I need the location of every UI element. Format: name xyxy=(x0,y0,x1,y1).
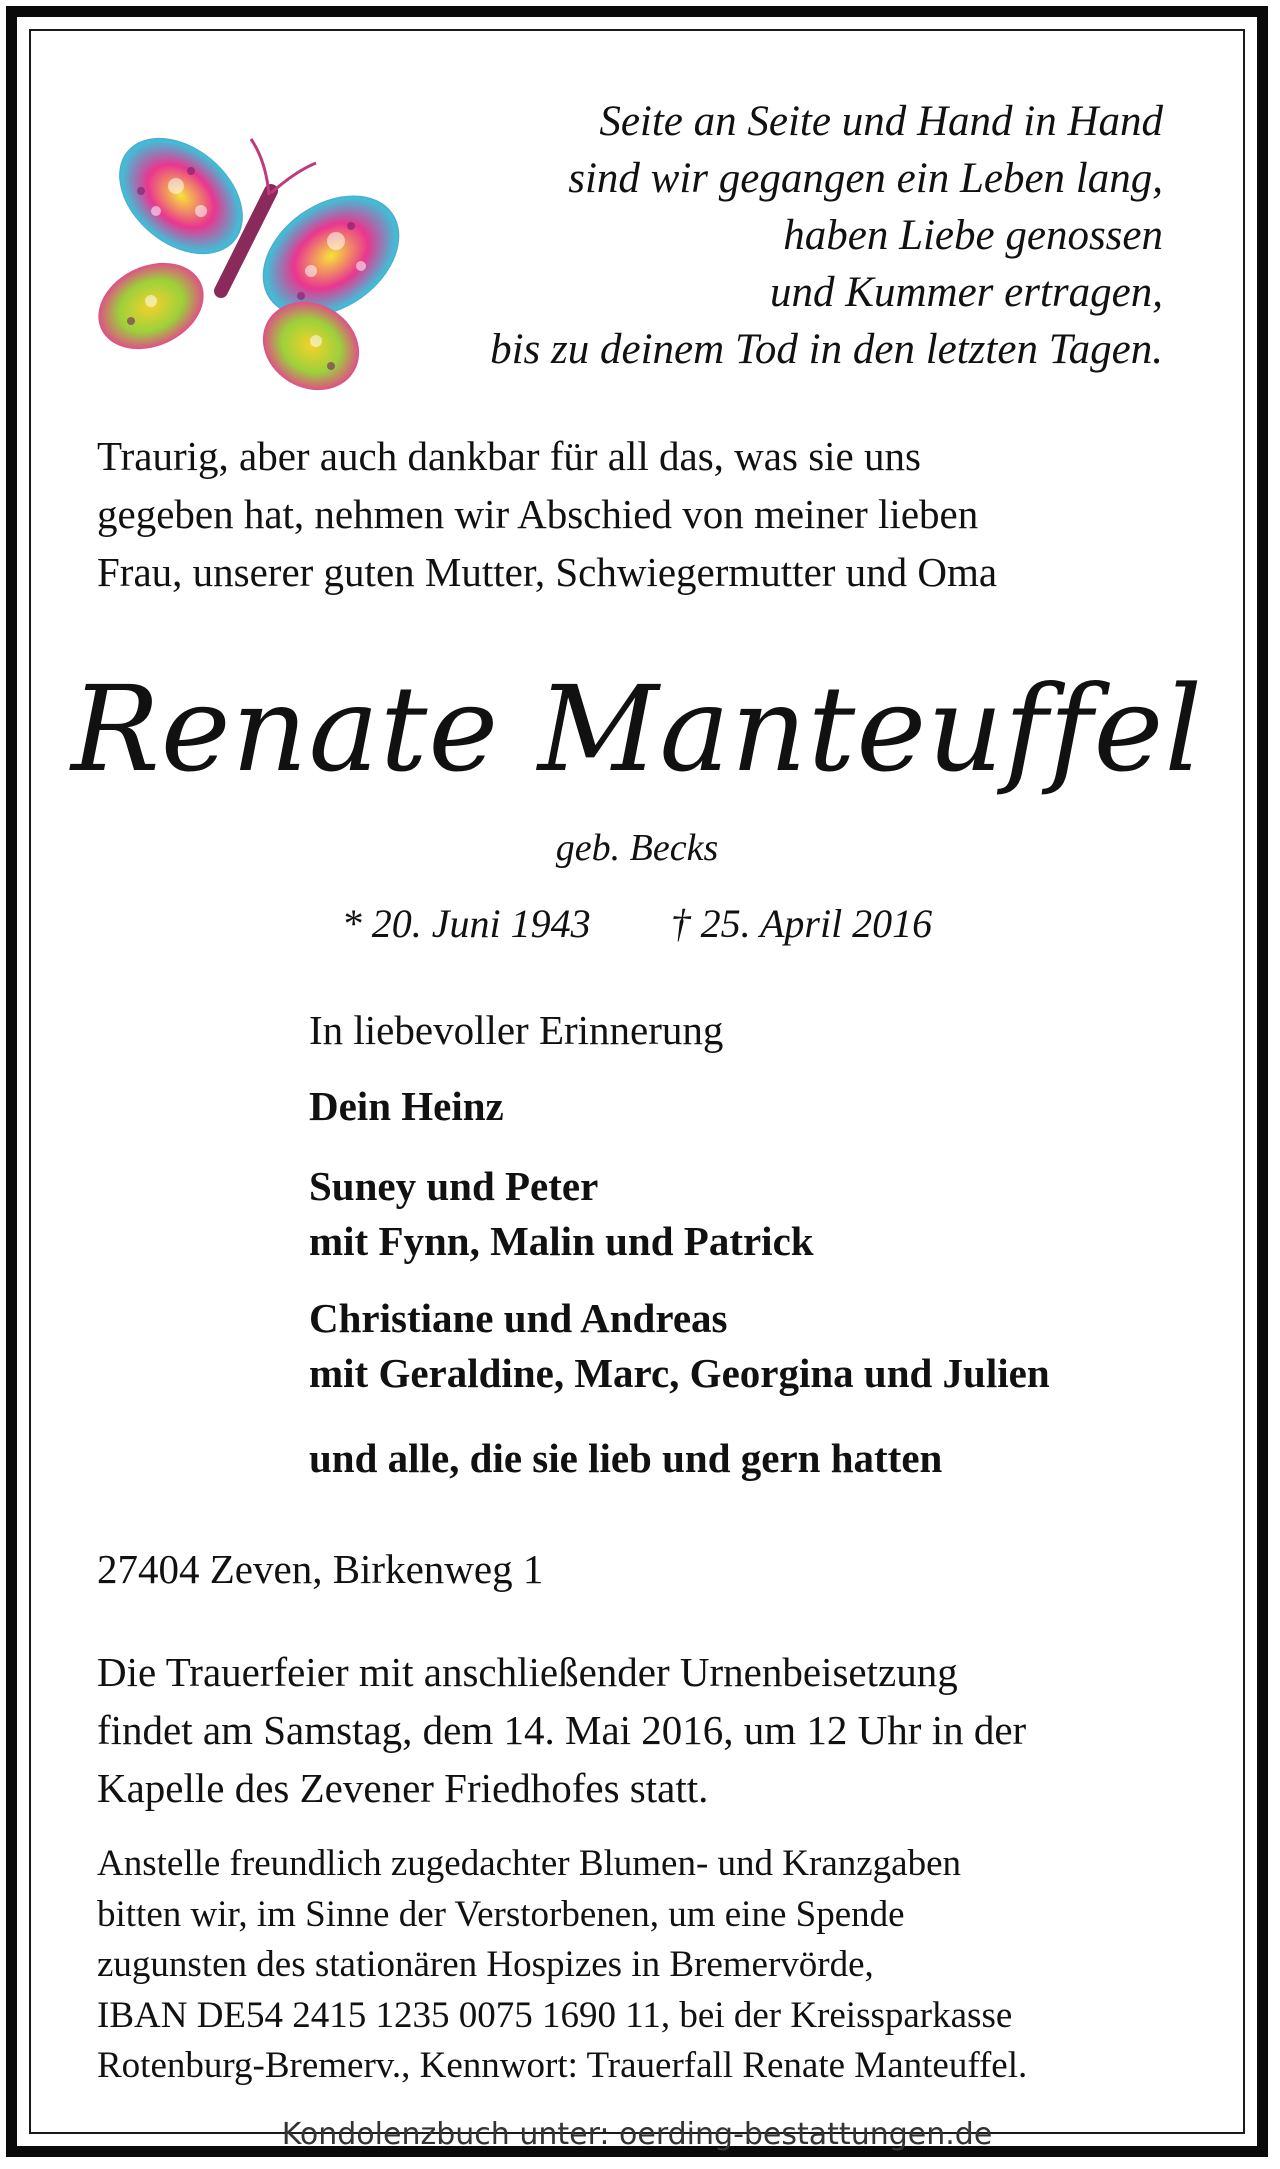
intro-line: Traurig, aber auch dankbar für all das, was sie uns xyxy=(97,433,921,479)
donation-line: Rotenburg-Bremerv., Kennwort: Trauerfall Renate Manteuffel. xyxy=(97,2045,1028,2086)
donation-line: Anstelle freundlich zugedachter Blumen- und Kranzgaben xyxy=(97,1843,962,1884)
mourner-line: mit Geraldine, Marc, Georgina und Julien xyxy=(309,1350,1050,1396)
birth-name: geb. Becks xyxy=(555,827,719,869)
intro-line: gegeben hat, nehmen wir Abschied von meiner lieben xyxy=(97,491,979,537)
address: 27404 Zeven, Birkenweg 1 xyxy=(97,1546,544,1592)
poem xyxy=(343,93,1163,378)
mourner-line: Christiane und Andreas xyxy=(309,1295,728,1341)
mourner-spouse: Dein Heinz xyxy=(309,1083,504,1129)
deceased-name: Renate Manteuffel xyxy=(70,660,1204,798)
notice-frame-outer xyxy=(6,6,1268,2157)
poem-line: und Kummer ertragen, xyxy=(770,269,1163,316)
mourner-line: Suney und Peter xyxy=(309,1163,599,1209)
donation-line: bitten wir, im Sinne der Verstorbenen, um eine Spende xyxy=(97,1893,905,1935)
death-date: † 25. April 2016 xyxy=(670,901,933,946)
donation-info xyxy=(97,1839,1227,2092)
condolence-book-link[interactable]: Kondolenzbuch unter: oerding-bestattungen.de xyxy=(281,2117,993,2152)
mourner-family-2 xyxy=(309,1291,1249,1401)
poem-line: sind wir gegangen ein Leben lang, xyxy=(568,155,1163,202)
donation-line: IBAN DE54 2415 1235 0075 1690 11, bei der Kreissparkasse xyxy=(97,1994,1013,2036)
ceremony-line: Kapelle des Zevener Friedhofes statt. xyxy=(97,1765,709,1811)
intro-text xyxy=(97,427,1207,601)
mourners-closing: und alle, die sie lieb und gern hatten xyxy=(309,1435,943,1481)
ceremony-line: Die Trauerfeier mit anschließender Urnenbeisetzung xyxy=(97,1649,958,1695)
mourner-line: mit Fynn, Malin und Patrick xyxy=(309,1218,814,1264)
mourners-heading: In liebevoller Erinnerung xyxy=(309,1007,724,1053)
poem-line: Seite an Seite und Hand in Hand xyxy=(599,98,1163,145)
birth-date: * 20. Juni 1943 xyxy=(341,901,591,946)
poem-line: haben Liebe genossen xyxy=(783,212,1163,259)
ceremony-line: findet am Samstag, dem 14. Mai 2016, um 12 Uhr in der xyxy=(97,1707,1027,1753)
donation-line: zugunsten des stationären Hospizes in Bremervörde, xyxy=(97,1944,874,1985)
life-dates xyxy=(31,899,1243,949)
notice-frame-inner xyxy=(29,29,1245,2152)
intro-line: Frau, unserer guten Mutter, Schwiegermutter und Oma xyxy=(97,549,998,595)
mourner-family-1 xyxy=(309,1159,1249,1269)
ceremony-info xyxy=(97,1643,1227,1817)
poem-line: bis zu deinem Tod in den letzten Tagen. xyxy=(490,326,1163,373)
